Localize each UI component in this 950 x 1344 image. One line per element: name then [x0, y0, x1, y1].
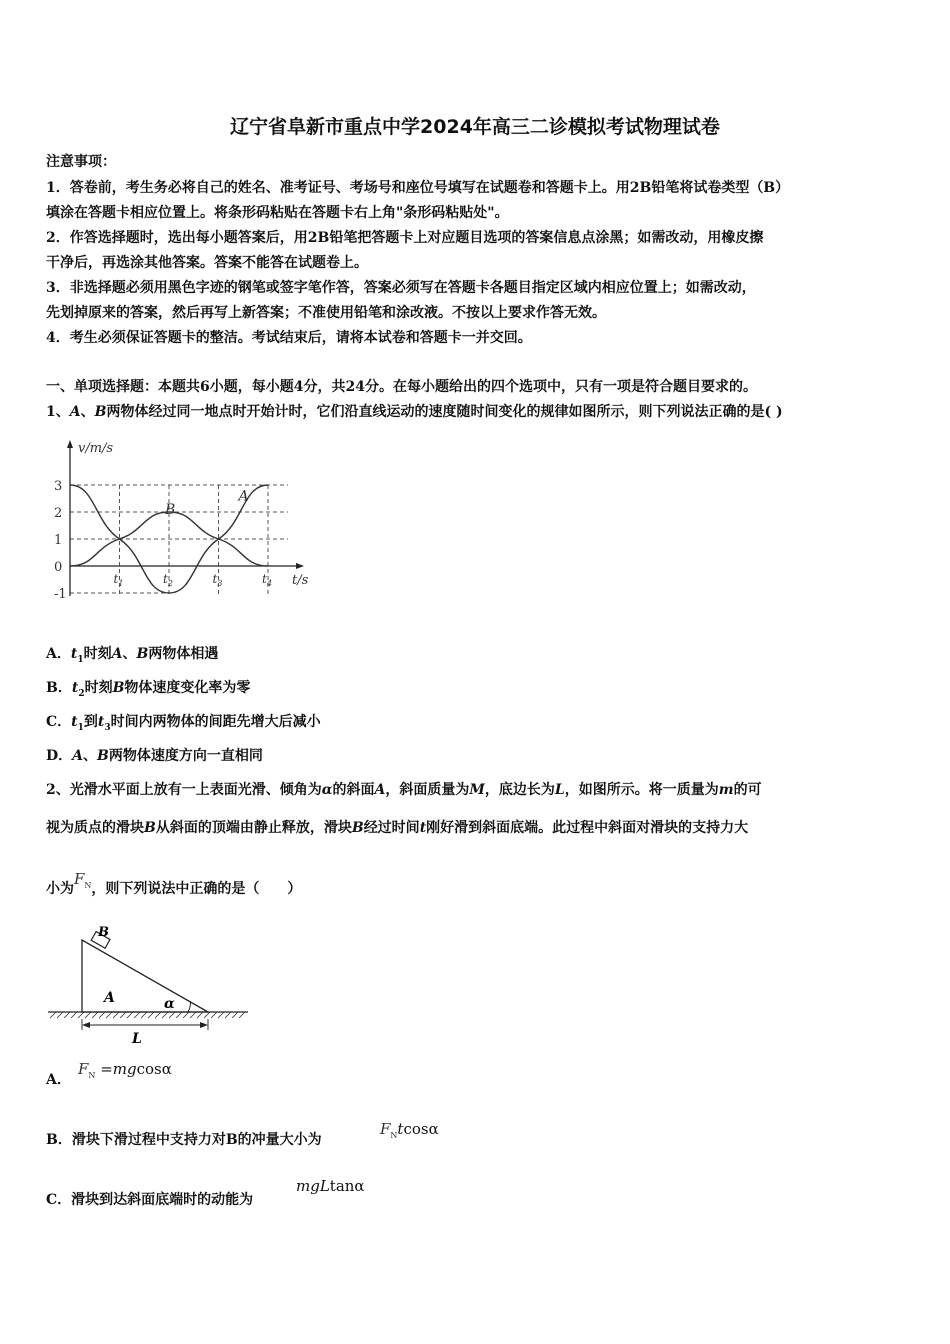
q2-option-c-formula: mgLtanα	[296, 1177, 365, 1195]
y-tick-label: 3	[54, 479, 63, 494]
q2-option-b-formula: $F_Ntcos\alpha$	[380, 1120, 439, 1140]
series-label-a: A	[238, 488, 249, 505]
q1-option-b[interactable]: B．$t_2$时刻B物体速度变化率为零	[46, 680, 251, 699]
wedge-label: A	[104, 990, 115, 1006]
question-2-stem-line2: 视为质点的滑块B从斜面的顶端由静止释放，滑块B经过时间t刚好滑到斜面底端。此过程中斜面对滑块的支持力大	[46, 820, 749, 836]
notice-line: 填涂在答题卡相应位置上。将条形码粘贴在答题卡右上角"条形码粘贴处"。	[46, 205, 509, 221]
notice-line: 4．考生必须保证答题卡的整洁。考试结束后，请将本试卷和答题卡一并交回。	[46, 330, 532, 346]
velocity-time-chart	[40, 436, 330, 606]
angle-label: α	[164, 996, 175, 1012]
x-axis-arrow	[296, 563, 304, 569]
question-2-stem-line1: 2、光滑水平面上放有一上表面光滑、倾角为α的斜面A，斜面质量为M，底边长为L，如图所示。将一质量为m的可	[46, 782, 762, 798]
length-label: L	[132, 1031, 142, 1047]
y-tick-label: 0	[54, 560, 63, 575]
x-tick-label: $t_3$	[212, 572, 223, 588]
y-tick-label: 1	[54, 533, 63, 548]
q2-option-a[interactable]: A．	[46, 1072, 71, 1088]
block-label: B	[98, 925, 109, 940]
q1-option-d[interactable]: D．A、B两物体速度方向一直相同	[46, 748, 263, 764]
series-label-b: B	[165, 502, 176, 518]
section-heading: 一、单项选择题：本题共6小题，每小题4分，共24分。在每小题给出的四个选项中，只有一项是符合题目要求的。	[46, 379, 757, 395]
notice-line: 2．作答选择题时，选出每小题答案后，用2B铅笔把答题卡上对应题目选项的答案信息点涂黑；如需改动，用橡皮擦	[46, 230, 764, 246]
notice-line: 3．非选择题必须用黑色字迹的钢笔或签字笔作答，答案必须写在答题卡各题目指定区域内相应位置上；如需改动，	[46, 280, 756, 296]
question-2-stem-line3: 小为$F_N$，则下列说法中正确的是（ ）	[46, 870, 302, 897]
wedge-a	[82, 940, 208, 1012]
y-tick-label: -1	[54, 587, 67, 602]
q2-option-c[interactable]: C．滑块到达斜面底端时的动能为	[46, 1192, 254, 1208]
y-axis-label: v/m/s	[78, 441, 114, 456]
ground-hatching	[50, 1012, 245, 1018]
x-tick-label: $t_2$	[163, 572, 173, 588]
q1-option-c[interactable]: C．$t_1$到$t_3$时间内两物体的间距先增大后减小	[46, 714, 321, 733]
x-axis-label: t/s	[292, 573, 309, 588]
q2-option-b[interactable]: B．滑块下滑过程中支持力对B的冲量大小为	[46, 1132, 322, 1148]
q2-option-a-formula: $F_N =mgcos\alpha$	[78, 1060, 172, 1080]
normal-force-symbol: $F_N$	[74, 870, 92, 890]
notice-line: 1．答卷前，考生务必将自己的姓名、准考证号、考场号和座位号填写在试题卷和答题卡上。用2B铅笔将试卷类型（B）	[46, 180, 790, 196]
y-axis-arrow	[67, 440, 73, 448]
notice-line: 干净后，再选涂其他答案。答案不能答在试题卷上。	[46, 255, 368, 271]
x-tick-label: $t_4$	[262, 572, 272, 588]
y-tick-label: 2	[54, 506, 63, 521]
page-title: 辽宁省阜新市重点中学2024年高三二诊模拟考试物理试卷	[230, 116, 720, 138]
notice-line: 先划掉原来的答案，然后再写上新答案；不准使用铅笔和涂改液。不按以上要求作答无效。	[46, 305, 606, 321]
incline-figure	[44, 922, 254, 1047]
question-1-stem: 1、A、B两物体经过同一地点时开始计时，它们沿直线运动的速度随时间变化的规律如图所示，则下列说法正确的是( )	[46, 404, 783, 420]
notice-heading: 注意事项：	[46, 154, 116, 170]
q1-option-a[interactable]: A．$t_1$时刻A、B两物体相遇	[46, 646, 219, 665]
x-tick-label: $t_1$	[113, 572, 124, 588]
